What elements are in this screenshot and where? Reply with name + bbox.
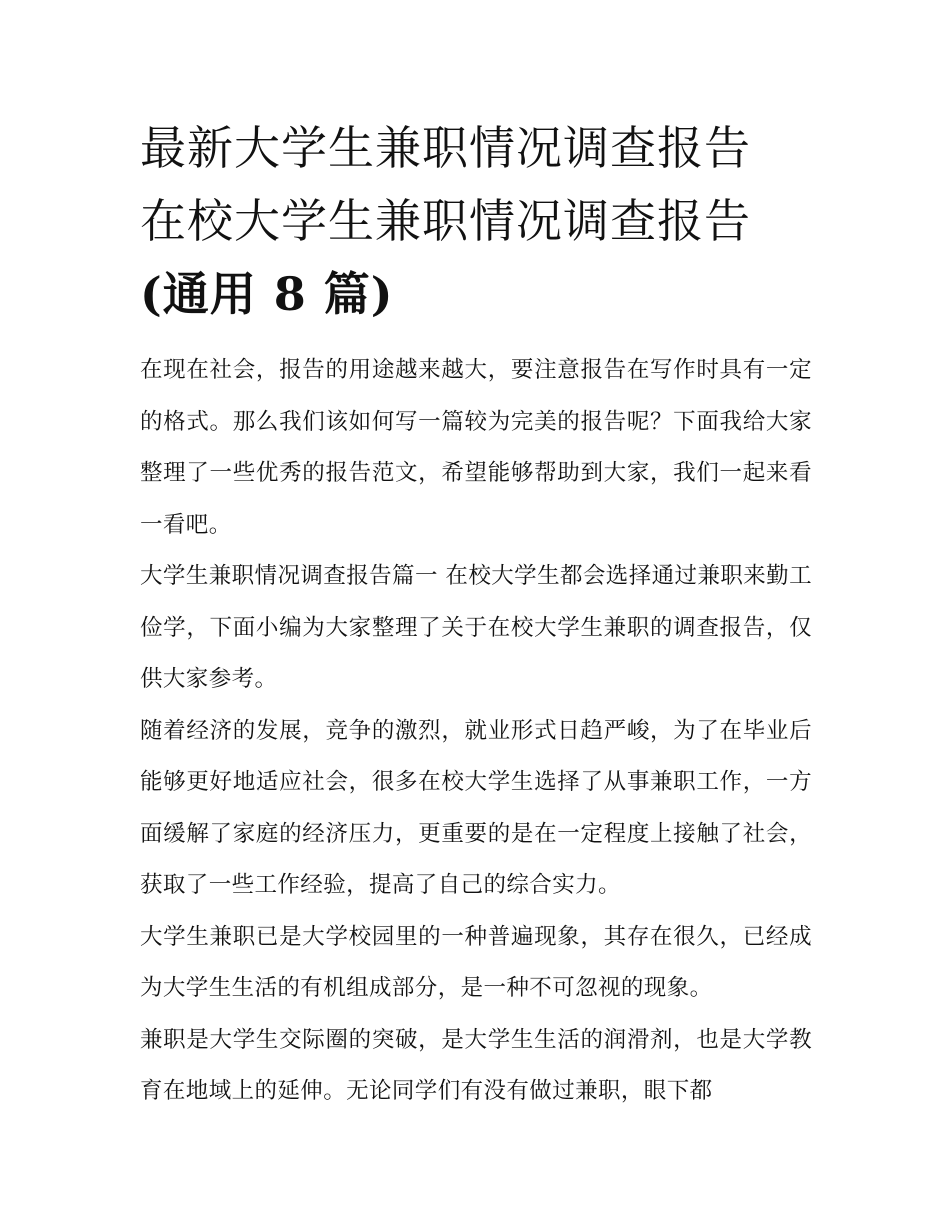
title-line-1: 最新大学生兼职情况调查报告 [140,121,751,175]
document-title [140,112,812,331]
paragraph-background: 随着经济的发展，竞争的激烈，就业形式日趋严峻，为了在毕业后能够更好地适应社会，很多在校大学生选择了从事兼职工作，一方面缓解了家庭的经济压力，更重要的是在一定程度上接触了社会，获取了一些工作经验，提高了自己的综合实力。 [140,717,812,898]
paragraph-section-one: 大学生兼职情况调查报告篇一 在校大学生都会选择通过兼职来勤工俭学，下面小编为大家整理了关于在校大学生兼职的调查报告，仅供大家参考。 [140,563,812,692]
paragraph-significance: 兼职是大学生交际圈的突破，是大学生生活的润滑剂，也是大学教育在地域上的延伸。无论同学们有没有做过兼职，眼下都 [140,1026,812,1104]
title-line-3: (通用 8 篇) [140,267,394,321]
paragraph-intro: 在现在社会，报告的用途越来越大，要注意报告在写作时具有一定的格式。那么我们该如何写一篇较为完美的报告呢？下面我给大家整理了一些优秀的报告范文，希望能够帮助到大家，我们一起来看一看吧。 [140,357,812,538]
document-body [140,112,812,1118]
paragraph-phenomenon: 大学生兼职已是大学校园里的一种普遍现象，其存在很久，已经成为大学生生活的有机组成部分，是一种不可忽视的现象。 [140,923,812,1001]
title-line-2: 在校大学生兼职情况调查报告 [140,194,751,248]
